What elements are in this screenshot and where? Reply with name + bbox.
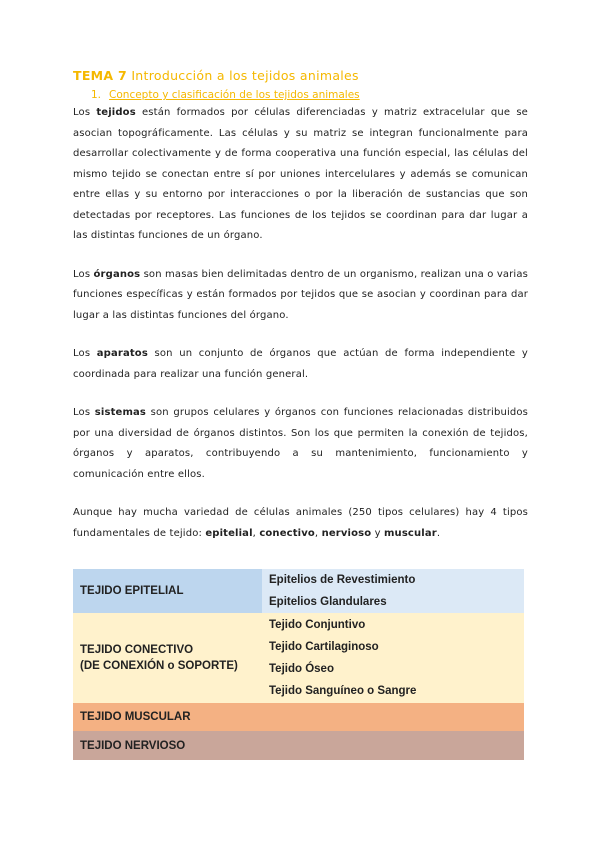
section-title: Concepto y clasificación de los tejidos animales: [109, 89, 360, 101]
tissue-table: [73, 569, 524, 760]
table-row-muscular: [73, 703, 524, 731]
p5-pre: Aunque hay mucha variedad de células animales (250 tipos celulares) hay 4 tipos fundamentales de tejido:: [73, 507, 528, 539]
term-sistemas: sistemas: [94, 407, 147, 418]
cell-muscular-label: [73, 703, 524, 731]
p3-post: son un conjunto de órganos que actúan de forma independiente y coordinada para realizar una función general.: [73, 348, 528, 380]
conectivo-item: Tejido Conjuntivo: [269, 619, 366, 631]
p4-pre: Los: [73, 407, 95, 418]
p3-pre: Los: [73, 348, 97, 359]
page-title: [73, 68, 528, 83]
p5-end: .: [436, 527, 441, 539]
cell-conectivo-items: [262, 613, 524, 703]
cell-nervioso-label: [73, 731, 524, 760]
term-muscular: muscular: [383, 527, 437, 539]
cell-conectivo-label: [73, 613, 262, 703]
p5-sep-3: y: [371, 527, 384, 539]
table-row-conectivo: [73, 613, 524, 703]
term-nervioso: nervioso: [321, 527, 372, 539]
section-heading: [91, 89, 528, 101]
term-conectivo: conectivo: [259, 527, 315, 539]
conectivo-item: Tejido Óseo: [269, 663, 334, 675]
p5-sep-1: ,: [252, 527, 260, 539]
cell-epitelial-items: [262, 569, 524, 613]
epitelial-item: Epitelios de Revestimiento: [269, 574, 416, 586]
p2-pre: Los: [73, 268, 94, 280]
p1-post: están formados por células diferenciadas y matriz extracelular que se asocian topográficamente. Las células y su matriz se integran funcionalmente para desarrollar colectivamente y de forma cooperativa una función especial, las células del mismo tejido se conectan entre sí por uniones intercelulares y además se comunican entre ellas y su entorno por interacciones o por la liberación de sustancias que son detectadas por receptores. Las funciones de los tejidos se coordinan para dar lugar a las distintas funciones de un órgano.: [73, 107, 528, 241]
label-nervioso: TEJIDO NERVIOSO: [80, 739, 186, 752]
paragraph-sistemas: [73, 403, 528, 485]
epitelial-item: Epitelios Glandulares: [269, 596, 387, 608]
paragraph-tipos: [73, 503, 528, 544]
conectivo-item: Tejido Cartilaginoso: [269, 641, 379, 653]
conectivo-item: Tejido Sanguíneo o Sangre: [269, 685, 417, 697]
document-page: [73, 68, 528, 544]
term-tejidos: tejidos: [96, 107, 136, 118]
term-epitelial: epitelial: [205, 527, 253, 539]
p2-post: son masas bien delimitadas dentro de un organismo, realizan una o varias funciones específicas y están formados por tejidos que se asocian y coordinan para dar lugar a las distintas funciones del órgano.: [73, 268, 528, 321]
table-row-nervioso: [73, 731, 524, 760]
tema-number: TEMA 7: [73, 68, 128, 83]
table-row-epitelial: [73, 569, 524, 613]
term-aparatos: aparatos: [96, 348, 148, 359]
section-number: 1.: [91, 89, 102, 101]
label-muscular: TEJIDO MUSCULAR: [80, 711, 191, 723]
label-epitelial: TEJIDO EPITELIAL: [80, 585, 184, 597]
label-conectivo-sub: (DE CONEXIÓN o SOPORTE): [80, 660, 238, 672]
paragraph-aparatos: [73, 344, 528, 385]
p5-sep-2: ,: [314, 527, 322, 539]
paragraph-tejidos: [73, 103, 528, 247]
paragraph-organos: [73, 265, 528, 327]
term-organos: órganos: [93, 268, 141, 280]
p1-pre: Los: [73, 107, 97, 118]
cell-epitelial-label: [73, 569, 262, 613]
label-conectivo: TEJIDO CONECTIVO: [80, 644, 194, 656]
tema-title: Introducción a los tejidos animales: [131, 68, 359, 83]
p4-post: son grupos celulares y órganos con funciones relacionadas distribuidos por una diversidad de órganos distintos. Son los que permiten la conexión de tejidos, órganos y aparatos, contribuyendo a su mantenimiento, funcionamiento y comunicación entre ellos.: [73, 407, 528, 480]
